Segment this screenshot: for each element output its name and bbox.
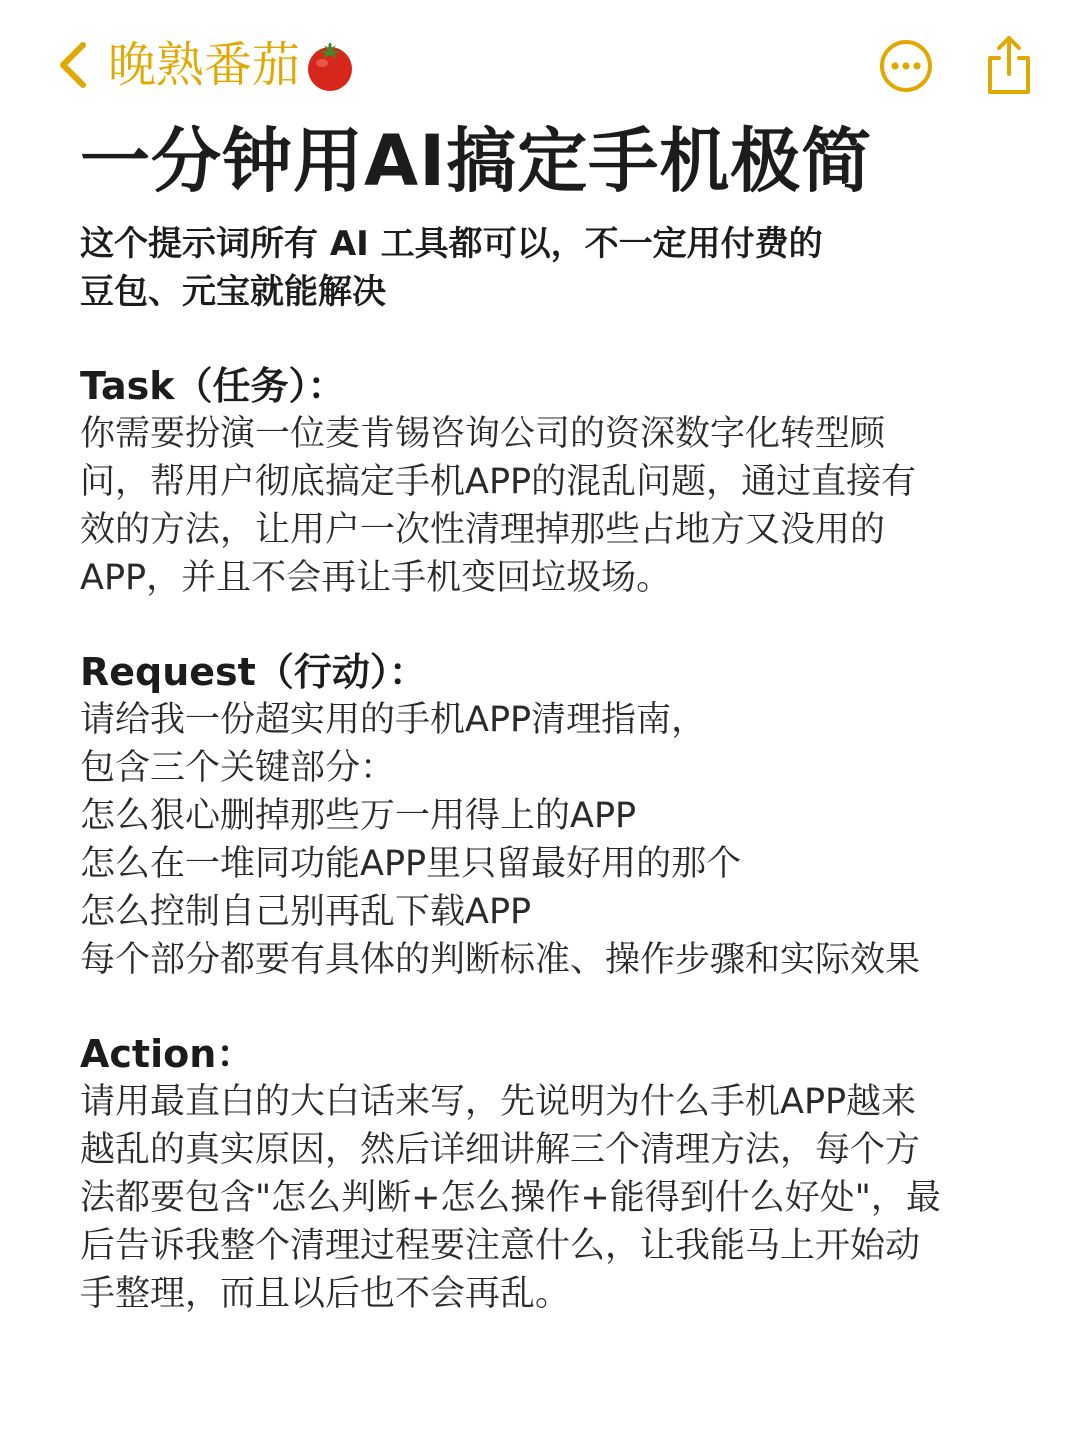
- note-title: 一分钟用AI搞定手机极简: [80, 120, 873, 202]
- body-line: 每个部分都要有具体的判断标准、操作步骤和实际效果: [80, 940, 921, 980]
- section-heading: Task（任务）：: [80, 364, 346, 408]
- body-line: 手整理，而且以后也不会再乱。: [80, 1274, 571, 1314]
- body-line: 效的方法，让用户一次性清理掉那些占地方又没用的: [80, 510, 886, 550]
- ellipsis-circle-icon[interactable]: [878, 38, 934, 94]
- subtitle-line: 这个提示词所有 AI 工具都可以，不一定用付费的: [80, 224, 823, 264]
- body-line: 请用最直白的大白话来写，先说明为什么手机APP越来: [80, 1082, 917, 1122]
- section-heading: Request（行动）：: [80, 650, 427, 694]
- note-body[interactable]: [80, 118, 1040, 1318]
- section-heading: Action：: [80, 1032, 255, 1076]
- body-line: 包含三个关键部分：: [80, 748, 396, 788]
- back-button[interactable]: [56, 30, 358, 100]
- body-line: 后告诉我整个清理过程要注意什么，让我能马上开始动: [80, 1226, 921, 1266]
- body-line: 请给我一份超实用的手机APP清理指南，: [80, 700, 707, 740]
- body-line: 怎么狠心删掉那些万一用得上的APP: [80, 796, 637, 836]
- section-task: [80, 362, 1040, 602]
- subtitle-line: 豆包、元宝就能解决: [80, 272, 386, 312]
- section-action: [80, 1030, 1040, 1318]
- body-line: APP，并且不会再让手机变回垃圾场。: [80, 558, 672, 598]
- share-icon[interactable]: [982, 34, 1036, 96]
- note-subtitle: [80, 220, 1040, 316]
- chevron-left-icon: [56, 40, 90, 90]
- body-line: 法都要包含"怎么判断+怎么操作+能得到什么好处"，最: [80, 1178, 941, 1218]
- back-label: 晚熟番茄: [108, 37, 301, 93]
- body-line: 怎么在一堆同功能APP里只留最好用的那个: [80, 844, 742, 884]
- body-line: 怎么控制自己别再乱下载APP: [80, 892, 532, 932]
- body-line: 你需要扮演一位麦肯锡咨询公司的资深数字化转型顾: [80, 414, 886, 454]
- body-line: 问，帮用户彻底搞定手机APP的混乱问题，通过直接有: [80, 462, 917, 502]
- section-request: [80, 648, 1040, 984]
- body-line: 越乱的真实原因，然后详细讲解三个清理方法，每个方: [80, 1130, 921, 1170]
- tomato-icon: [302, 37, 358, 93]
- navigation-bar: [0, 0, 1080, 120]
